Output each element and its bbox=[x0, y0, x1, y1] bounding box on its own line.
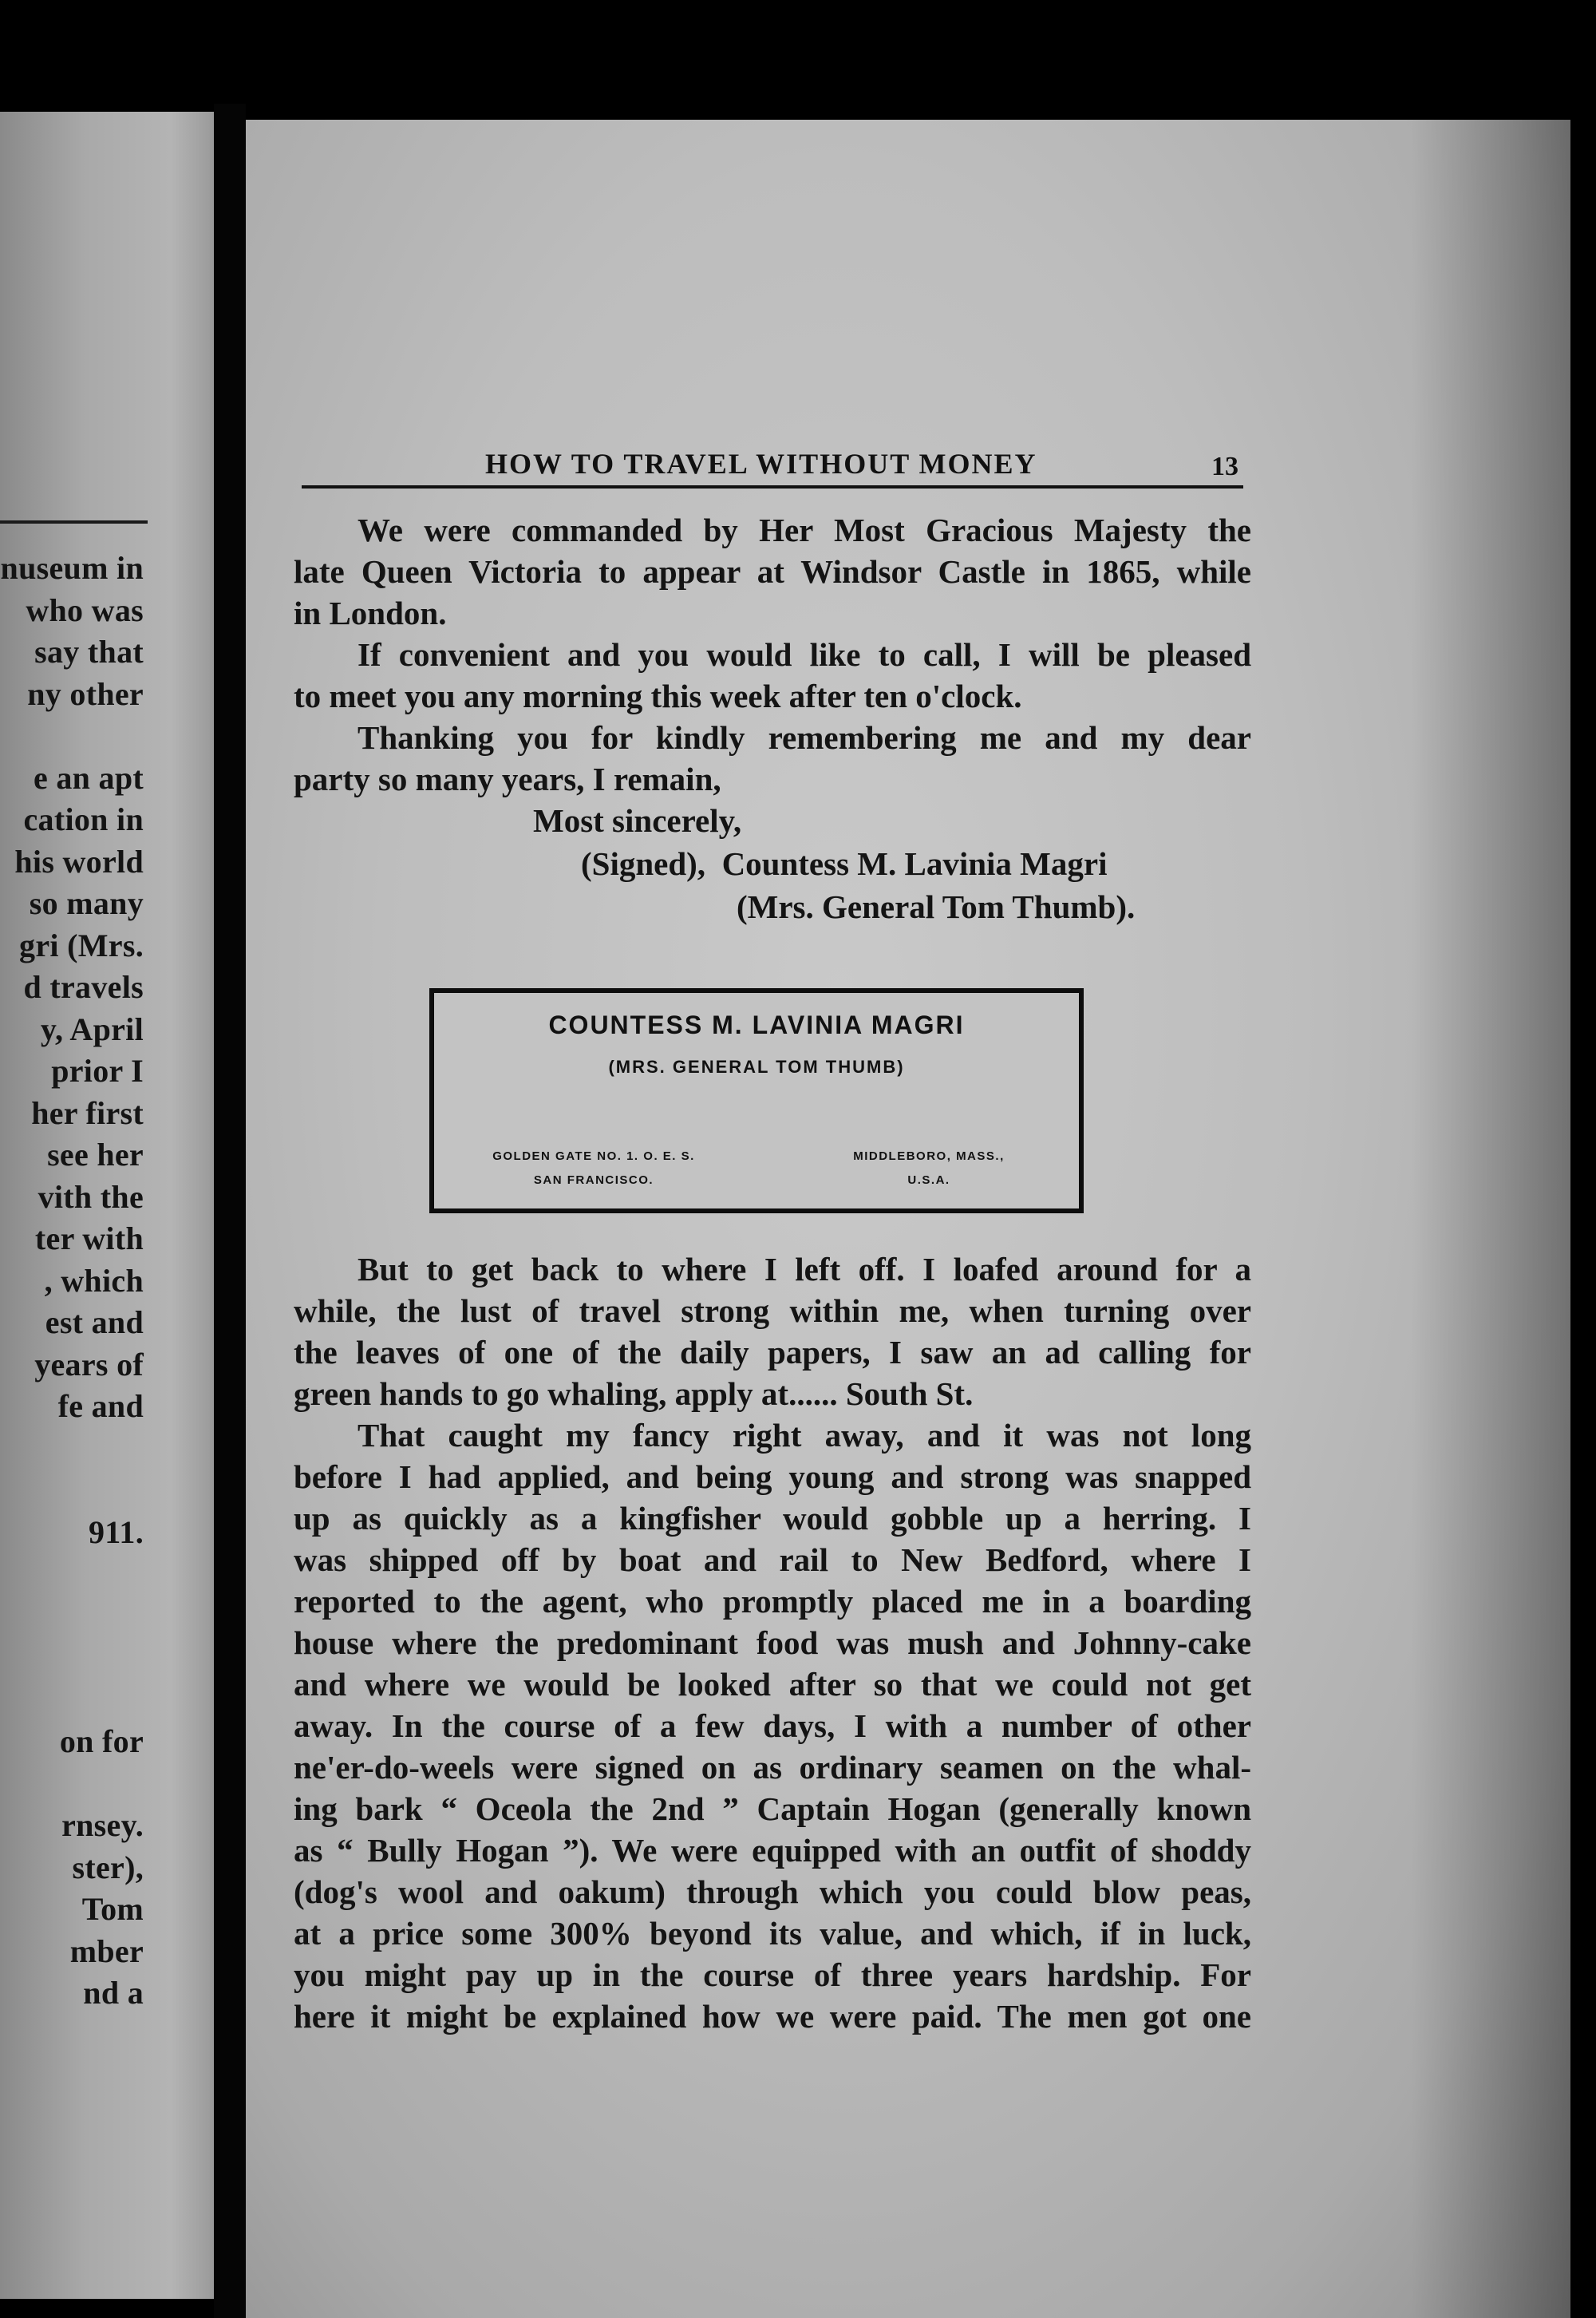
narrative-line: house where the predominant food was mush and Johnny-cake bbox=[294, 1624, 1251, 1661]
narrative-line: before I had applied, and being young and strong was snapped bbox=[294, 1458, 1251, 1495]
letter-line: If convenient and you would like to call, I will be pleased bbox=[358, 636, 1251, 673]
narrative-line: reported to the agent, who promptly placed me in a boarding bbox=[294, 1583, 1251, 1620]
narrative-line: ne'er-do-weels were signed on as ordinary seamen on the whal- bbox=[294, 1749, 1251, 1786]
page-number: 13 bbox=[1211, 452, 1238, 481]
left-page-fragment: e an apt bbox=[34, 759, 144, 796]
left-page-fragment: his world bbox=[14, 843, 144, 880]
narrative-line: away. In the course of a few days, I with a number of other bbox=[294, 1707, 1251, 1744]
narrative-body bbox=[294, 1248, 1251, 2037]
book-gutter bbox=[214, 104, 246, 2318]
card-left-address bbox=[466, 1145, 721, 1193]
narrative-line: and where we would be looked after so that we could not get bbox=[294, 1666, 1251, 1703]
signature-line bbox=[294, 841, 1251, 886]
left-page-fragment: on for bbox=[59, 1723, 144, 1759]
letter-line: We were commanded by Her Most Gracious Majesty the bbox=[358, 512, 1251, 548]
letter-closing bbox=[294, 800, 1251, 928]
left-page-fragment: cation in bbox=[23, 801, 144, 837]
left-page-fragment: rnsey. bbox=[61, 1807, 144, 1843]
left-page-fragment: prior I bbox=[51, 1053, 144, 1089]
left-page-fragment: est and bbox=[45, 1304, 144, 1340]
narrative-line: green hands to go whaling, apply at...... South St. bbox=[294, 1375, 974, 1412]
letter-line: in London. bbox=[294, 595, 447, 631]
left-page-fragment: so many bbox=[29, 885, 144, 921]
left-page-fragment: y, April bbox=[40, 1011, 144, 1047]
narrative-line: here it might be explained how we were paid. The men got one bbox=[294, 1998, 1251, 2035]
narrative-line: at a price some 300% beyond its value, and which, if in luck, bbox=[294, 1915, 1251, 1952]
narrative-line: But to get back to where I left off. I loafed around for a bbox=[358, 1251, 1251, 1288]
left-page-fragment: ter with bbox=[34, 1220, 144, 1256]
running-header bbox=[302, 447, 1243, 496]
card-left-line: GOLDEN GATE NO. 1. O. E. S. bbox=[492, 1149, 695, 1163]
letter-line: to meet you any morning this week after ten o'clock. bbox=[294, 678, 1022, 714]
left-page-fragment: mber bbox=[69, 1932, 144, 1969]
left-page-fragment: , which bbox=[44, 1262, 144, 1299]
left-page-fragment: years of bbox=[34, 1346, 144, 1382]
card-right-address bbox=[809, 1145, 1049, 1193]
closing-salutation: Most sincerely, bbox=[533, 802, 742, 839]
narrative-line: up as quickly as a kingfisher would gobble up a herring. I bbox=[294, 1500, 1251, 1537]
narrative-line: That caught my fancy right away, and it was not long bbox=[358, 1417, 1251, 1454]
narrative-line: the leaves of one of the daily papers, I saw an ad calling for bbox=[294, 1334, 1251, 1371]
left-page bbox=[0, 112, 214, 2299]
page-edge-shadow bbox=[1411, 120, 1570, 2318]
left-page-fragment: ster), bbox=[72, 1849, 144, 1885]
left-page-fragment: nd a bbox=[83, 1975, 144, 2011]
letter-line: late Queen Victoria to appear at Windsor Castle in 1865, while bbox=[294, 553, 1251, 590]
signed-label: (Signed), bbox=[581, 845, 706, 882]
narrative-line: was shipped off by boat and rail to New Bedford, where I bbox=[294, 1541, 1251, 1578]
left-page-fragment: say that bbox=[34, 634, 144, 670]
letter-line: Thanking you for kindly remembering me and my dear bbox=[358, 719, 1251, 756]
card-right-line: MIDDLEBORO, MASS., bbox=[853, 1149, 1005, 1163]
left-page-fragment: 911. bbox=[89, 1513, 144, 1550]
letter-body bbox=[294, 509, 1251, 800]
header-rule bbox=[302, 485, 1243, 489]
narrative-line: ing bark “ Oceola the 2nd ” Captain Hogan (generally known bbox=[294, 1790, 1251, 1827]
left-page-fragment: nuseum in bbox=[0, 550, 144, 586]
left-page-fragment: see her bbox=[47, 1137, 144, 1173]
letter-line: party so many years, I remain, bbox=[294, 761, 721, 797]
left-page-fragment: ny other bbox=[27, 675, 144, 712]
card-left-line: SAN FRANCISCO. bbox=[533, 1173, 654, 1187]
card-name: COUNTESS M. LAVINIA MAGRI bbox=[548, 1011, 965, 1039]
card-right-line: U.S.A. bbox=[907, 1173, 950, 1187]
signature-alias: (Mrs. General Tom Thumb). bbox=[737, 888, 1136, 925]
left-page-fragment: d travels bbox=[23, 969, 144, 1005]
left-page-fragment: vith the bbox=[38, 1178, 144, 1215]
left-page-fragment: Tom bbox=[81, 1891, 144, 1927]
left-page-rule bbox=[0, 520, 148, 524]
narrative-line: you might pay up in the course of three years hardship. For bbox=[294, 1956, 1251, 1993]
left-page-fragment: gri (Mrs. bbox=[19, 927, 144, 963]
signature-name: Countess M. Lavinia Magri bbox=[721, 845, 1108, 882]
narrative-line: while, the lust of travel strong within me, when turning over bbox=[294, 1292, 1251, 1329]
calling-card bbox=[429, 988, 1084, 1213]
card-title: (MRS. GENERAL TOM THUMB) bbox=[608, 1057, 905, 1077]
left-page-fragment: who was bbox=[26, 591, 144, 628]
running-header-title: HOW TO TRAVEL WITHOUT MONEY bbox=[485, 448, 1037, 480]
right-page bbox=[246, 120, 1570, 2318]
narrative-line: as “ Bully Hogan ”). We were equipped with an outfit of shoddy bbox=[294, 1832, 1251, 1869]
left-page-fragment: fe and bbox=[57, 1388, 144, 1424]
narrative-line: (dog's wool and oakum) through which you could blow peas, bbox=[294, 1873, 1251, 1910]
left-page-fragment: her first bbox=[31, 1094, 144, 1131]
